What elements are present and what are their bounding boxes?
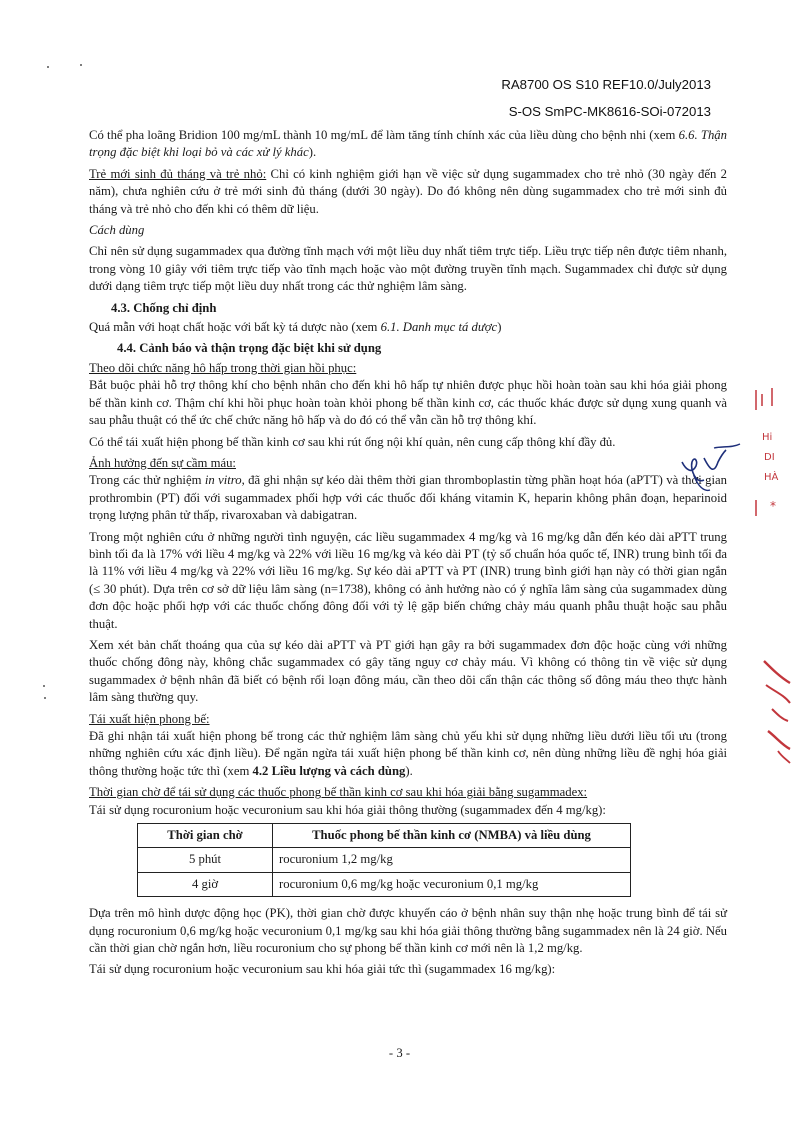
margin-stamp: [752, 380, 792, 520]
paragraph-respiratory: Bắt buộc phải hỗ trợ thông khí cho bệnh nhân cho đến khi hô hấp tự nhiên được phục hồi hoàn toàn sau khi hóa giải phong bế thần kinh cơ. Thậm chí khi hồi phục hoàn toàn khỏi phong bế thần kinh cơ, các thuốc khác được sử dụng xung quanh và sau phẫu thuật có thể ức chế chức năng hô hấp và do đó có thể vẫn cần hỗ trợ thông khí.: [89, 378, 727, 428]
section-ref: 6.6. Thận trọng đặc biệt khi loại bỏ và các xử lý khác: [89, 128, 727, 160]
svg-text:*: *: [770, 499, 776, 513]
header-doc-id: S-OS SmPC-MK8616-SOi-072013: [508, 104, 711, 119]
paragraph-reintubation: Có thể tái xuất hiện phong bế thần kinh cơ sau khi rút ống nội khí quản, nên cung cấp thông khí đầy đủ.: [89, 434, 616, 449]
table-header-row: [138, 824, 631, 848]
stamp-text-3: HÀ: [764, 472, 779, 483]
subheading-hemostasis: Ảnh hưởng đến sự cầm máu:: [89, 455, 236, 470]
subheading-recurrence: Tái xuất hiện phong bế:: [89, 711, 210, 726]
paragraph-hemostasis-2: Trong một nghiên cứu ở những người tình nguyện, các liều sugammadex 4 mg/kg và 16 mg/kg dẫn đến kéo dài aPTT trung bình tối đa là 17% với liều 4 mg/kg và 22% với liều 16 mg/kg và kéo dài PT (tỷ số chuẩn hóa quốc tế, INR) trung bình tối đa là 11% với liều 4 mg/kg và 22% với liều 16 mg/kg. Sự kéo dài aPTT và PT (INR) trung bình giới hạn này có thời gian ngắn (≤ 30 phút). Dựa trên cơ sở dữ liệu lâm sàng (n=1738), không có ảnh hưởng nào có ý nghĩa lâm sàng của sugammadex dùng đơn độc hoặc phối hợp với các thuốc chống đông đối với tỷ lệ gặp biến chứng chảy máu quanh phẫu thuật hoặc sau phẫu thuật.: [89, 529, 727, 631]
scan-speck: [44, 697, 46, 699]
paragraph-recurrence: Đã ghi nhận tái xuất hiện phong bế trong các thử nghiệm lâm sàng chủ yếu khi sử dụng những liều dưới liều tối ưu (trong những nghiên cứu xác định liều). Để ngăn ngừa tái xuất hiện phong bế thần kinh cơ, nên dùng những liều đề nghị hóa giải thông thường hoặc tức thì (xem 4.2 Liều lượng và cách dùng).: [89, 729, 727, 778]
table-header-cell: Thời gian chờ: [138, 824, 273, 848]
table-cell: rocuronium 0,6 mg/kg hoặc vecuronium 0,1 mg/kg: [273, 872, 631, 896]
paragraph-pk-model: Dựa trên mô hình dược động học (PK), thời gian chờ được khuyến cáo ở bệnh nhân suy thận nhẹ hoặc trung bình để tái sử dụng rocuronium 0,6 mg/kg hoặc vecuronium 0,1 mg/kg sau khi hóa giải thông thường bằng sugammadex nên là 24 giờ. Nếu cần thời gian chờ ngắn hơn, liều rocuronium cho sự phong bế thần kinh cơ mới nên là 1,2 mg/kg.: [89, 906, 727, 956]
waiting-time-table: [137, 823, 631, 897]
seal-fragment-icon: [756, 655, 794, 765]
scan-speck: [43, 685, 45, 687]
scan-speck: [80, 64, 82, 66]
header-ref-line: RA8700 OS S10 REF10.0/July2013: [501, 77, 711, 92]
table-cell: 5 phút: [138, 848, 273, 872]
paragraph-hemostasis-3: Xem xét bản chất thoáng qua của sự kéo dài aPTT và PT giới hạn gây ra bởi sugammadex đơn độc hoặc cùng với những thuốc chống đông này, không chắc sugammadex có gây tăng nguy cơ chảy máu. Vì không có thông tin về việc sử dụng sugammadex ở bệnh nhân đã biết có bệnh rối loạn đông máu, cần theo dõi cẩn thận các thông số đông máu theo thực hành lâm sàng thường quy.: [89, 637, 727, 705]
section-ref: 6.1. Danh mục tá dược: [380, 320, 498, 335]
table-row: [138, 848, 631, 872]
subheading-neonates: Trẻ mới sinh đủ tháng và trẻ nhỏ:: [89, 166, 267, 181]
document-body: [89, 127, 727, 983]
section-4-3-heading: 4.3. Chống chỉ định: [111, 300, 217, 315]
paragraph-routine-reversal: Tái sử dụng rocuronium hoặc vecuronium sau khi hóa giải thông thường (sugammadex đến 4 mg/kg):: [89, 802, 606, 817]
paragraph-administration: Chỉ nên sử dụng sugammadex qua đường tĩnh mạch với một liều duy nhất tiêm trực tiếp. Liều trực tiếp nên được tiêm nhanh, trong vòng 10 giây với tiêm trực tiếp vào tĩnh mạch hoặc vào một đường truyền tĩnh mạch. Sugammadex chỉ được sử dụng dưới dạng tiêm trực tiếp một liều duy nhất trong các thử nghiệm lâm sàng.: [89, 244, 727, 294]
subheading-waiting-times: Thời gian chờ để tái sử dụng các thuốc phong bế thần kinh cơ sau khi hóa giải bằng sugammadex:: [89, 785, 588, 800]
paragraph-hemostasis-1: Trong các thử nghiệm in vitro, đã ghi nhận sự kéo dài thêm thời gian thromboplastin từng phần hoạt hóa (aPTT) và thời gian prothrombin (PT) đối với sugammadex phối hợp với các thuốc đối kháng vitamin K, heparin không phân đoạn, heparinoid trọng lượng phân tử thấp, rivaroxaban và dabigatran.: [89, 473, 727, 523]
section-4-4-heading: 4.4. Cảnh báo và thận trọng đặc biệt khi sử dụng: [117, 341, 382, 356]
paragraph-dilution: Có thể pha loãng Bridion 100 mg/mL thành 10 mg/mL để làm tăng tính chính xác của liều dùng cho bệnh nhi (xem 6.6. Thận trọng đặc biệt khi loại bỏ và các xử lý khác).: [89, 128, 727, 160]
paragraph-neonates: Trẻ mới sinh đủ tháng và trẻ nhỏ: Chỉ có kinh nghiệm giới hạn về việc sử dụng sugammadex cho trẻ nhỏ (30 ngày đến 2 năm), chưa nghiên cứu ở trẻ mới sinh đủ tháng (dưới 30 ngày). Do đó không nên dùng sugammadex cho trẻ mới sinh đủ tháng và trẻ nhỏ cho đến khi có thêm dữ liệu.: [89, 166, 727, 216]
subheading-respiratory: Theo dõi chức năng hô hấp trong thời gian hồi phục:: [89, 360, 357, 375]
paragraph-immediate-reversal: Tái sử dụng rocuronium hoặc vecuronium sau khi hóa giải tức thì (sugammadex 16 mg/kg):: [89, 962, 556, 977]
table-cell: 4 giờ: [138, 872, 273, 896]
paragraph-contraindications: Quá mẫn với hoạt chất hoặc với bất kỳ tá dược nào (xem 6.1. Danh mục tá dược): [89, 320, 502, 335]
stamp-text-2: DI: [764, 452, 775, 463]
scan-speck: [47, 66, 49, 68]
page-number: - 3 -: [388, 1046, 411, 1060]
table-header-cell: Thuốc phong bế thần kinh cơ (NMBA) và liều dùng: [273, 824, 631, 848]
subheading-administration: Cách dùng: [89, 223, 145, 238]
stamp-text-1: Hi: [762, 432, 773, 443]
handwritten-initials-icon: [674, 440, 744, 496]
table-row: [138, 872, 631, 896]
table-cell: rocuronium 1,2 mg/kg: [273, 848, 631, 872]
